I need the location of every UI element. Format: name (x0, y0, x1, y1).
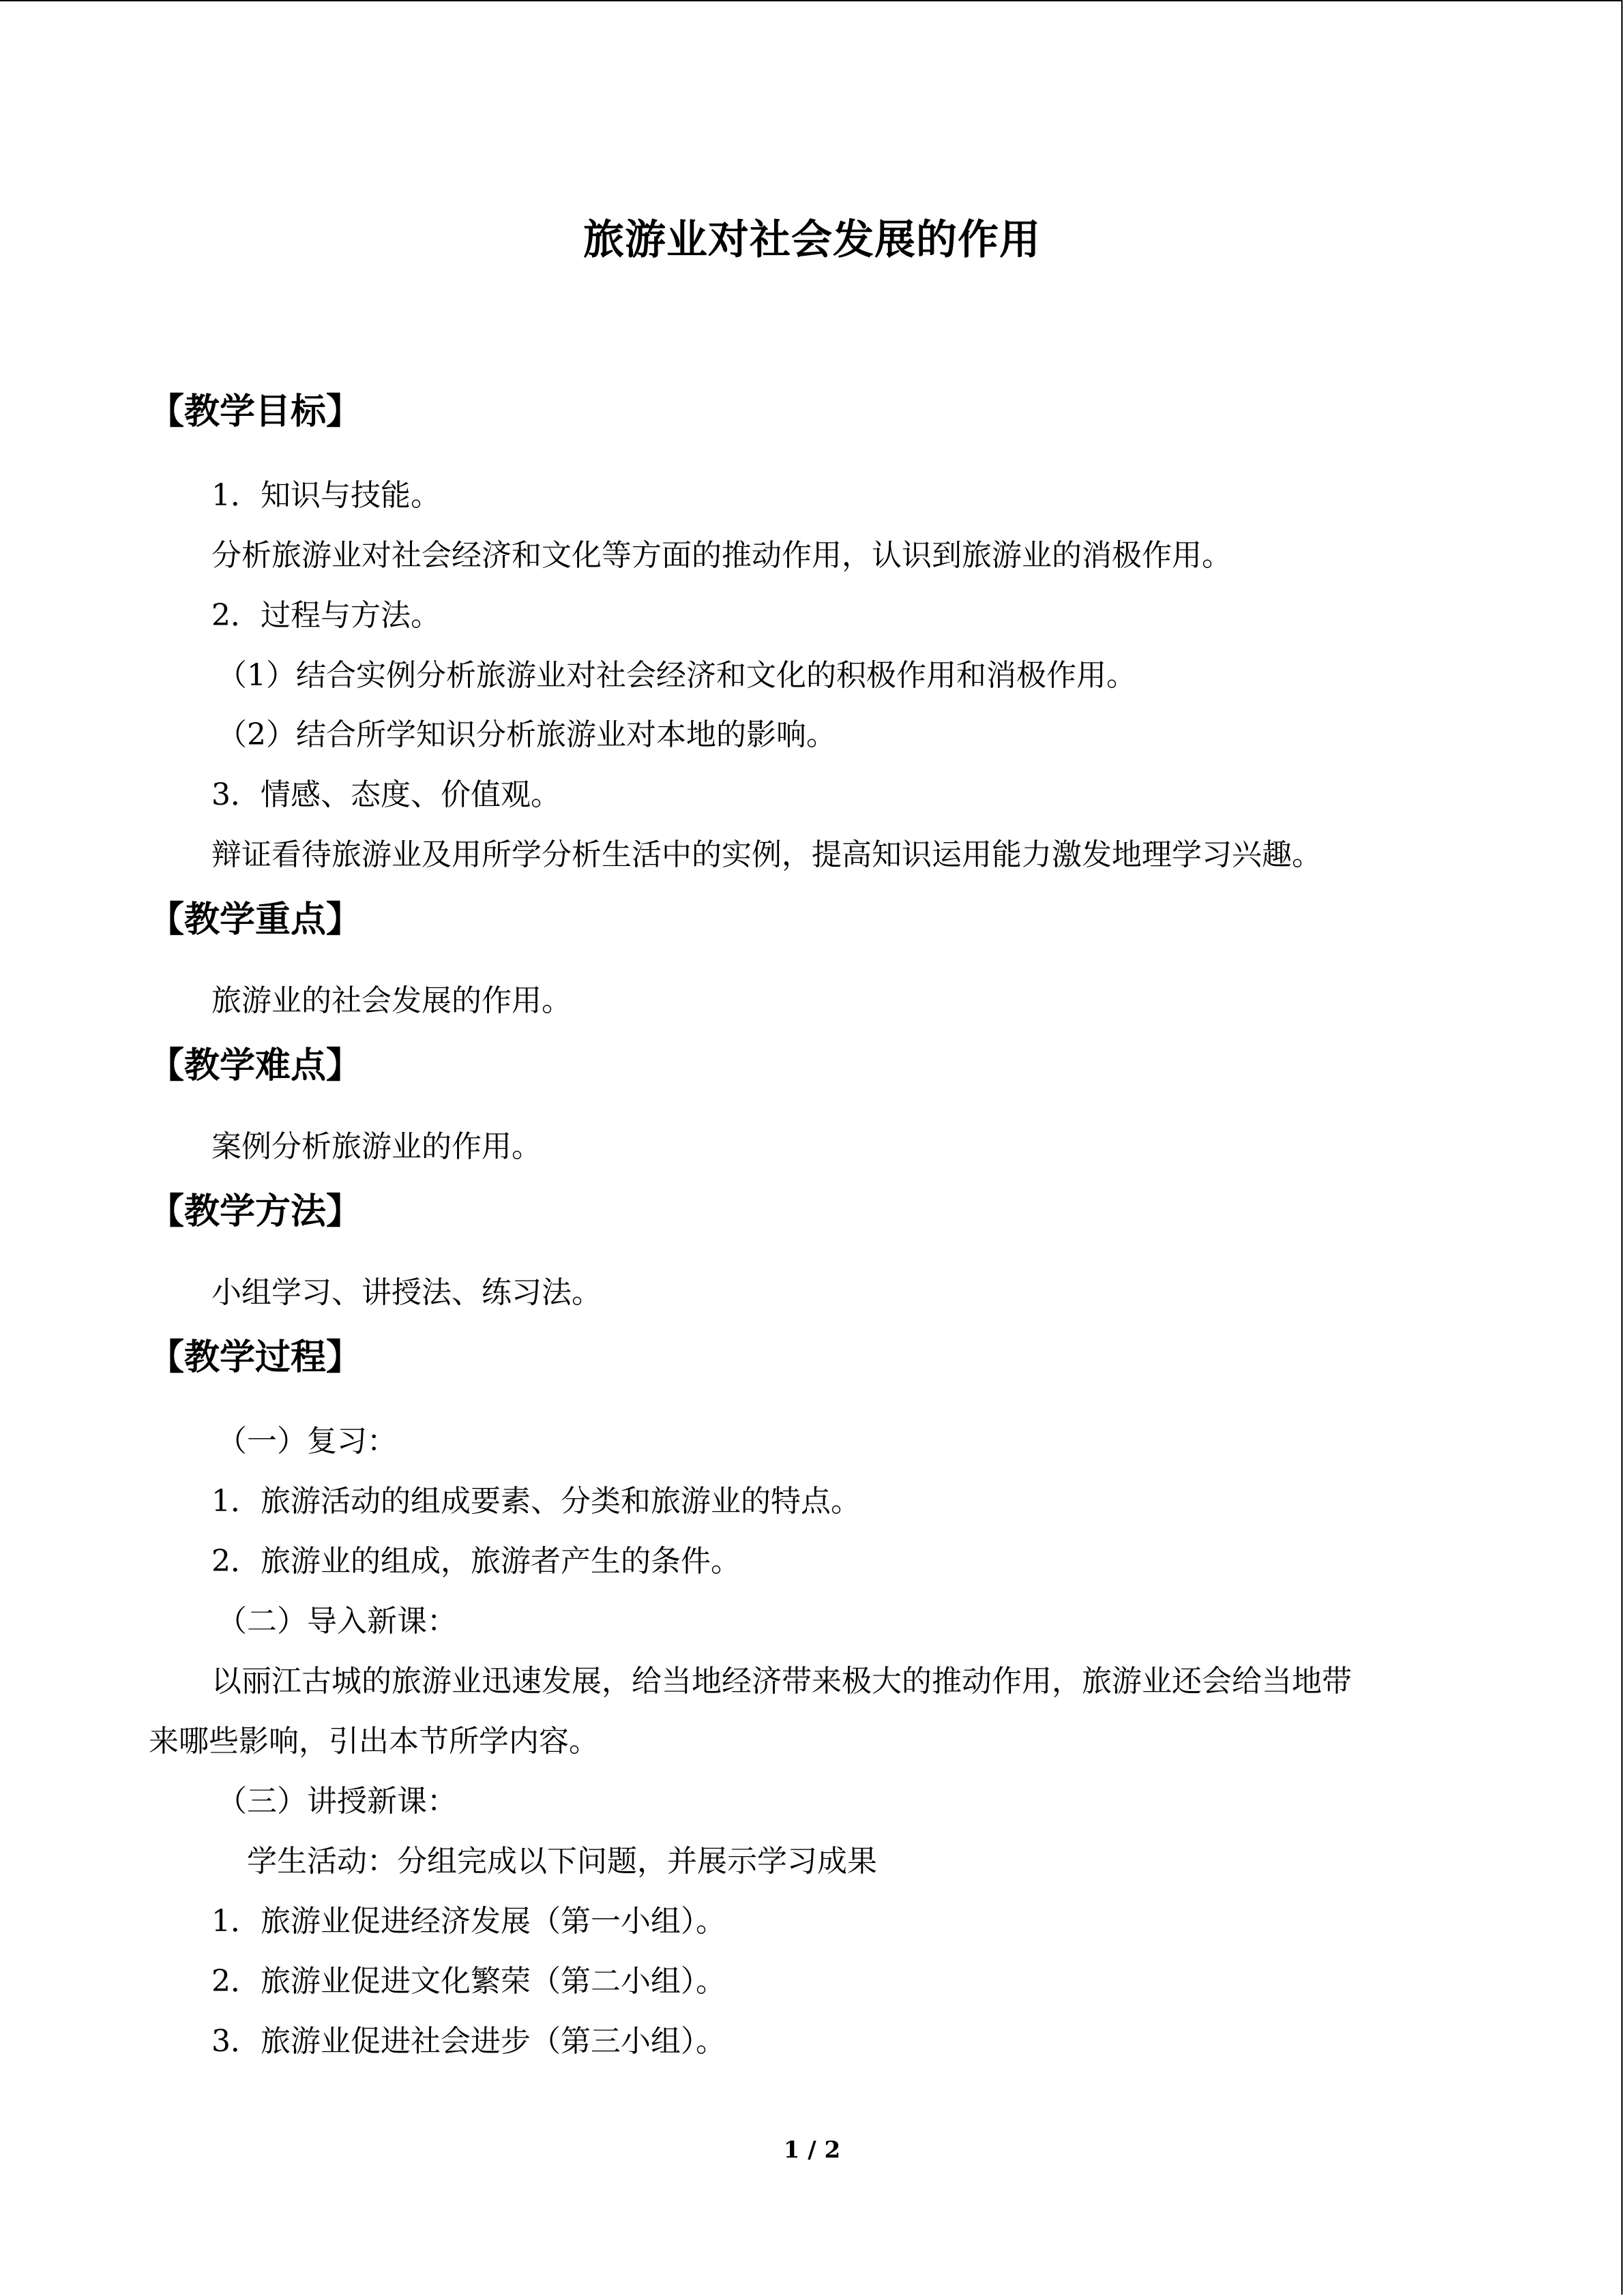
objectives-line: 2．过程与方法。 (211, 598, 441, 633)
heading-objectives: 【教学目标】 (149, 391, 362, 432)
process-line: （二）导入新课： (217, 1604, 457, 1639)
objectives-line: （2）结合所学知识分析旅游业对本地的影响。 (217, 717, 836, 752)
objectives-line: 3．情感、态度、价值观。 (211, 777, 561, 812)
heading-key-points: 【教学重点】 (149, 899, 362, 940)
objectives-line: 1．知识与技能。 (211, 478, 441, 513)
process-line: 学生活动：分组完成以下问题，并展示学习成果 (247, 1844, 877, 1879)
heading-methods: 【教学方法】 (149, 1191, 362, 1232)
process-line: 2．旅游业促进文化繁荣（第二小组）。 (211, 1964, 726, 1999)
objectives-line: （1）结合实例分析旅游业对社会经济和文化的积极作用和消极作用。 (217, 658, 1136, 693)
difficulties-line: 案例分析旅游业的作用。 (211, 1129, 542, 1164)
key-points-line: 旅游业的社会发展的作用。 (211, 983, 572, 1018)
process-line: 以丽江古城的旅游业迅速发展，给当地经济带来极大的推动作用，旅游业还会给当地带 (211, 1664, 1352, 1699)
page-number: 1 / 2 (783, 2136, 841, 2164)
objectives-line: 辩证看待旅游业及用所学分析生活中的实例，提高知识运用能力激发地理学习兴趣。 (211, 837, 1322, 872)
objectives-line: 分析旅游业对社会经济和文化等方面的推动作用，认识到旅游业的消极作用。 (211, 538, 1232, 573)
process-line: 2．旅游业的组成，旅游者产生的条件。 (211, 1544, 741, 1579)
methods-line: 小组学习、讲授法、练习法。 (211, 1275, 602, 1310)
process-line: 1．旅游活动的组成要素、分类和旅游业的特点。 (211, 1484, 861, 1519)
process-line: 来哪些影响，引出本节所学内容。 (149, 1724, 599, 1759)
document-title: 旅游业对社会发展的作用 (583, 216, 1041, 264)
process-line: 3．旅游业促进社会进步（第三小组）。 (211, 2024, 726, 2059)
heading-difficulties: 【教学难点】 (149, 1045, 362, 1086)
process-line: 1．旅游业促进经济发展（第一小组）。 (211, 1904, 726, 1939)
heading-process: 【教学过程】 (149, 1337, 362, 1378)
process-line: （一）复习： (217, 1424, 397, 1459)
process-line: （三）讲授新课： (217, 1784, 457, 1819)
